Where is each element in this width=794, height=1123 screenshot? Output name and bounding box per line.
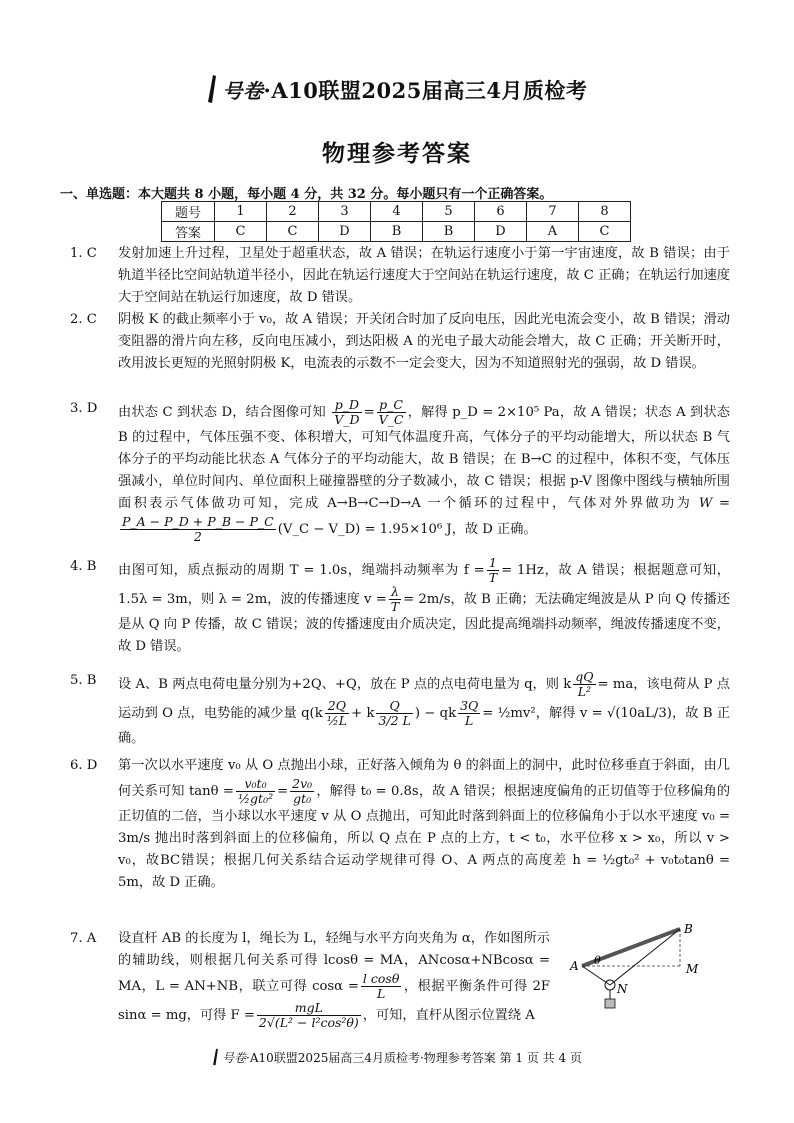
table-cell: 3 xyxy=(319,202,371,222)
text-segment: ，解得 t₀ = 0.8s，故 A 错误；根据速度偏角的正切值等于位移偏角的正切值的二倍，当小球以水平速度 v 从 O 点抛出，可知此时落到斜面上的位移偏角小于以水平速度 v₀ = 3m/s 抛出时落到斜面上的位移偏角，所以 Q 点在 P 点的上方，t < t₀，水平位移 x > x₀，所以 v > v₀，故BC错误；根据几何关系结合运动学规律可得 O、A 两点的高度差 h = ½gt₀² + v₀t₀tanθ = 5m，故 D 正确。 xyxy=(118,784,731,890)
table-cell: 2 xyxy=(267,202,319,222)
table-row-label: 题号 xyxy=(162,202,215,222)
text-segment: 由图可知，质点振动的周期 T = 1.0s，绳端抖动频率为 f = xyxy=(118,563,485,578)
question-5 xyxy=(70,670,730,750)
denominator: L xyxy=(465,713,474,728)
text-segment: 设直杆 AB 的长度为 l，绳长为 L，轻绳与水平方向夹角为 α，作如图所示的辅助线，则根据几何关系可得 lcosθ = MA，ANcosα+NBcosα = MA，L = AN+NB，联立可得 cosα = xyxy=(118,931,550,994)
numerator: 3Q xyxy=(460,698,479,713)
table-cell: 7 xyxy=(527,202,579,222)
numerator: λ xyxy=(389,585,401,600)
table-cell: 5 xyxy=(423,202,475,222)
text-segment: ，可知，直杆从图示位置绕 A xyxy=(362,1008,535,1023)
text-segment: + k xyxy=(351,706,375,721)
footer-brand: 号卷 xyxy=(222,1051,247,1065)
fraction xyxy=(487,556,499,585)
fraction xyxy=(290,777,314,806)
table-cell: C xyxy=(579,222,631,242)
fraction xyxy=(377,398,406,427)
fraction xyxy=(389,585,401,614)
numerator: p_C xyxy=(377,398,406,413)
question-text: 第一次以水平速度 v₀ 从 O 点抛出小球，正好落入倾角为 θ 的斜面上的洞中，此时位移垂直于斜面，由几何关系可知 tanθ = $\frac{\text{v₀t₀}}{\text{½gt₀²}}$ = $\frac{\text{2v₀}}{\text{gt₀}}$ ，解得 t₀ = 0.8s，故 A 错误；根据速度偏角的正切值等于位移偏角的正切值的二倍，当小球以水平速度 v 从 O 点抛出，可知此时落到斜面上的位移偏角小于以水平速度 v₀ = 3m/s 抛出时落到斜面上的位移偏角，所以 Q 点在 P 点的上方，t < t₀，水平位移 x > x₀，所以 v > v₀，故BC错误；根据几何关系结合运动学规律可得 O、A 两点的高度差 h = ½gt₀² + v₀t₀tanθ = 5m，故 D 正确。 xyxy=(118,758,731,890)
table-cell: B xyxy=(371,222,423,242)
denominator: L² xyxy=(577,684,592,699)
text-segment: ) − qk xyxy=(414,706,457,721)
text-segment: 设 A、B 两点电荷电量分别为+2Q、+Q，放在 P 点的点电荷电量为 q，则 k xyxy=(118,677,572,692)
table-cell: C xyxy=(215,222,267,242)
numerator: mgL xyxy=(257,1001,361,1016)
question-text: 发射加速上升过程，卫星处于超重状态，故 A 错误；在轨运行速度小于第一宇宙速度，故 B 错误；由于轨道半径比空间站轨道半径小，因此在轨运行速度大于空间站在轨运行速度，故 C 正确；在轨运行加速度大于空间站在轨运行加速度，故 D 错误。 xyxy=(118,246,730,305)
denominator: ½L xyxy=(326,713,348,728)
subtitle: 物理参考答案 xyxy=(322,140,472,167)
question-number: 4. B xyxy=(70,559,97,574)
fraction xyxy=(458,699,480,728)
denominator: V_D xyxy=(334,412,360,427)
question-number: 7. A xyxy=(70,931,97,946)
question-7 xyxy=(70,928,550,1030)
text-segment: = ½mv²，解得 v = √(10aL/3)，故 B 正确。 xyxy=(118,706,731,746)
numerator: 2Q xyxy=(325,699,349,714)
page-footer xyxy=(0,1048,794,1066)
question-number: 6. D xyxy=(70,758,98,773)
question-text: 由状态 C 到状态 D，结合图像可知 $\frac{p\_D}{V\_D}$ = $\frac{p\_C}{V\_C}$ ，解得 p_D = 2×10⁵ Pa，故 A 错误；状态 A 到状态 B 的过程中，气体压强不变、体积增大，可知气体温度升高，气体分子的平均动能增大，所以状态 B 气体分子的平均动能比状态 A 气体分子的平均动能大，故 B 错误；在 B→C 的过程中，体积不变，气体压强减小，单位时间内、单位面积上碰撞器壁的分子数减小，故 C 错误；根据 p-V 图像中图线与横轴所围面积表示气体做功可知，完成 A→B→C→D→A 一个循环的过程中，气体对外界做功为 W = $\frac{P\_A - P\_D + P\_B - P\_C}{2}$ (V_C − V_D) = 1.95×10⁶ J，故 D 正确。 xyxy=(118,397,731,544)
fraction xyxy=(332,398,361,427)
text-segment: 第一次以水平速度 v₀ 从 O 点抛出小球，正好落入倾角为 θ 的斜面上的洞中，此时位移垂直于斜面，由几何关系可知 tanθ = xyxy=(118,758,730,799)
question-1 xyxy=(70,243,730,309)
fraction xyxy=(573,670,595,699)
label-theta: θ xyxy=(594,954,601,967)
section-heading: 一、单选题：本大题共 8 小题，每小题 4 分，共 32 分。每小题只有一个正确答案。 xyxy=(60,187,553,202)
fraction xyxy=(325,699,349,728)
numerator: l cosθ xyxy=(362,971,400,986)
table-cell: 4 xyxy=(371,202,423,222)
question-text xyxy=(118,670,730,750)
table-row-label: 答案 xyxy=(162,222,215,242)
numerator: qQ xyxy=(575,669,594,684)
denominator: T xyxy=(488,570,498,585)
denominator: gt₀ xyxy=(293,791,312,806)
table-row xyxy=(162,202,631,222)
fraction xyxy=(361,972,401,1001)
table-cell: D xyxy=(475,222,527,242)
denominator: 2√(L² − l²cos²θ) xyxy=(258,1015,359,1030)
numerator: P_A − P_D + P_B − P_C xyxy=(122,514,274,529)
label-n: N xyxy=(617,982,628,996)
denominator: ½gt₀² xyxy=(237,791,274,806)
numerator: 1 xyxy=(487,556,499,571)
fraction xyxy=(376,699,412,728)
text-segment: ，根据平衡条件可得 2F sinα = mg，可得 F = xyxy=(118,979,550,1023)
fraction xyxy=(120,515,276,544)
numerator: p_D xyxy=(332,398,361,413)
answer-table xyxy=(161,201,631,242)
question-6 xyxy=(70,755,730,894)
table-cell: 6 xyxy=(475,202,527,222)
denominator: 3/2 L xyxy=(378,713,411,728)
brush-logo-icon xyxy=(207,74,217,104)
table-row xyxy=(162,222,631,242)
question-number: 2. C xyxy=(70,312,97,327)
text-segment: = 1Hz，故 A 错误；根据题意可知，1.5λ = 3m，则 λ = 2m，波的传播速度 v = xyxy=(118,563,730,607)
table-cell: A xyxy=(527,222,579,242)
text-segment: ，解得 p_D = 2×10⁵ Pa，故 A 错误；状态 A 到状态 B 的过程中，气体压强不变、体积增大，可知气体温度升高，气体分子的平均动能增大，所以状态 B 气体分子的平均动能比状态 A 气体分子的平均动能大，故 B 错误；在 B→C 的过程中，体积不变，气体压强减小，单位时间内、单位面积上碰撞器壁的分子数减小，故 C 错误；根据 p-V 图像中图线与横轴所围面积表示气体做功可知，完成 A→B→C→D→A 一个循环的过程中，气体对外界做功为 xyxy=(118,405,730,511)
denominator: 2 xyxy=(193,529,202,544)
question-text xyxy=(118,556,730,658)
numerator: v₀t₀ xyxy=(236,777,275,792)
main-title xyxy=(0,74,794,105)
question-4 xyxy=(70,556,730,658)
question-text xyxy=(118,928,550,1030)
denominator: V_C xyxy=(378,412,404,427)
label-m: M xyxy=(686,962,699,976)
label-b: B xyxy=(684,923,693,936)
text-segment: (V_C − V_D) = 1.95×10⁶ J，故 D 正确。 xyxy=(277,522,537,537)
question-2 xyxy=(70,309,730,375)
fraction xyxy=(257,1001,361,1030)
numerator: 2v₀ xyxy=(292,776,313,791)
exam-title: ·A10联盟2025届高三4月质检考 xyxy=(263,78,588,103)
fraction xyxy=(236,777,275,806)
question-3 xyxy=(70,398,730,544)
text-segment: 由状态 C 到状态 D，结合图像可知 xyxy=(118,405,326,420)
brand-name: 号卷 xyxy=(222,79,264,103)
question-number: 1. C xyxy=(70,246,97,261)
numerator: Q xyxy=(376,699,412,714)
text-segment: = ma，该电荷从 P 点运动到 O 点，电势能的减少量 q(k xyxy=(118,677,730,721)
rope-nb xyxy=(610,929,680,985)
denominator: L xyxy=(376,986,386,1001)
question-number: 3. D xyxy=(70,401,98,416)
table-cell: C xyxy=(267,222,319,242)
footer-text: ·A10联盟2025届高三4月质检考·物理参考答案 第 1 页 共 4 页 xyxy=(246,1051,582,1065)
table-cell: 1 xyxy=(215,202,267,222)
brush-logo-icon xyxy=(212,1048,219,1066)
table-cell: 8 xyxy=(579,202,631,222)
weight-block xyxy=(605,999,615,1008)
question-text: 阴极 K 的截止频率小于 v₀，故 A 错误；开关闭合时加了反向电压，因此光电流会变小，故 B 错误；滑动变阻器的滑片向左移，反向电压减小，到达阳极 A 的光电子最大动能会增大，故 C 正确；开关断开时，改用波长更短的光照射阴极 K，电流表的示数不一定会变大，因为不知道照射光的强弱，故 D 错误。 xyxy=(118,312,730,371)
table-cell: D xyxy=(319,222,371,242)
text-segment: = 2m/s，故 B 正确；无法确定绳波是从 P 向 Q 传播还是从 Q 向 P 传播，故 C 错误；波的传播速度由介质决定，因此提高绳端抖动频率，绳波传播速度不变，故 D 错误。 xyxy=(118,592,731,654)
header xyxy=(0,74,794,105)
label-a: A xyxy=(570,959,579,973)
question-number: 5. B xyxy=(70,673,97,688)
rod-rope-diagram xyxy=(560,923,720,1043)
table-cell: B xyxy=(423,222,475,242)
denominator: T xyxy=(390,599,400,614)
